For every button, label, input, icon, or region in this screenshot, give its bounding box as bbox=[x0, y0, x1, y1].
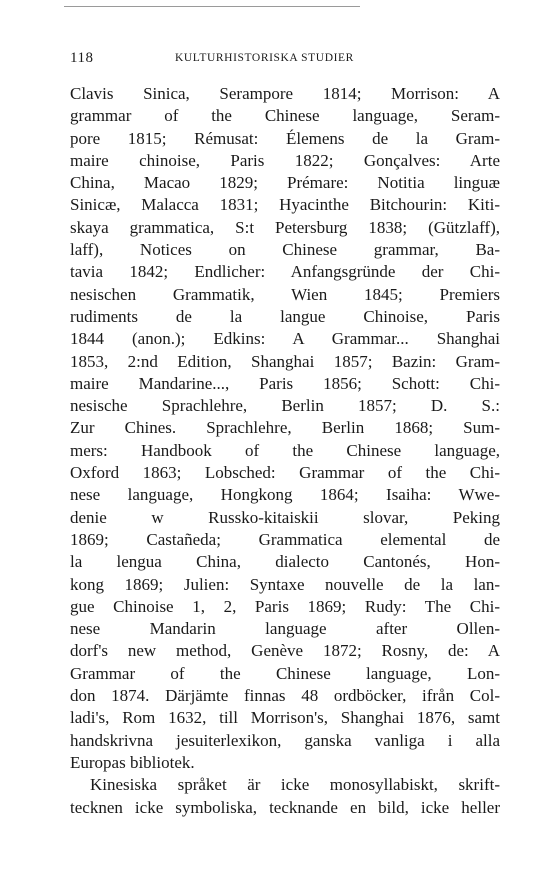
text-line: gue Chinoise 1, 2, Paris 1869; Rudy: The Chi- bbox=[70, 596, 500, 616]
text-line: Sinicæ, Malacca 1831; Hyacinthe Bitchourin: Kiti- bbox=[70, 195, 500, 215]
text-line: don 1874. Därjämte finnas 48 ordböcker, ifrån Col- bbox=[70, 686, 500, 706]
paragraph-start-line: Kinesiska språket är icke monosyllabiskt, skrift- bbox=[90, 775, 500, 795]
text-line: la lengua China, dialecto Cantonés, Hon- bbox=[70, 552, 500, 572]
page-number: 118 bbox=[70, 50, 94, 66]
text-line: Oxford 1863; Lobsched: Grammar of the Chi- bbox=[70, 463, 500, 483]
text-line: ladi's, Rom 1632, till Morrison's, Shanghai 1876, samt bbox=[70, 708, 500, 728]
text-line: nese language, Hongkong 1864; Isaiha: Wwe- bbox=[70, 485, 500, 505]
text-line: tecknen icke symboliska, tecknande en bild, icke heller bbox=[70, 797, 500, 817]
text-line: denie w Russko-kitaiskii slovar, Peking bbox=[70, 507, 500, 527]
text-line: Clavis Sinica, Serampore 1814; Morrison: A bbox=[70, 84, 500, 103]
top-rule bbox=[64, 6, 360, 7]
text-line: handskrivna jesuiterlexikon, ganska vanliga i alla bbox=[70, 730, 500, 750]
text-line: Zur Chines. Sprachlehre, Berlin 1868; Sum- bbox=[70, 418, 500, 438]
text-line: pore 1815; Rémusat: Élemens de la Gram- bbox=[70, 128, 500, 148]
text-line: laff), Notices on Chinese grammar, Ba- bbox=[70, 240, 500, 260]
text-line: Europas bibliotek. bbox=[70, 752, 195, 772]
text-line: China, Macao 1829; Prémare: Notitia linguæ bbox=[70, 173, 500, 193]
text-line: 1869; Castañeda; Grammatica elemental de bbox=[70, 529, 500, 549]
page-header bbox=[70, 50, 500, 70]
text-line: 1844 (anon.); Edkins: A Grammar... Shanghai bbox=[70, 329, 500, 349]
text-line: maire Mandarine..., Paris 1856; Schott: Chi- bbox=[70, 373, 500, 393]
text-line: kong 1869; Julien: Syntaxe nouvelle de la lan- bbox=[70, 574, 500, 594]
text-line: Grammar of the Chinese language, Lon- bbox=[70, 663, 500, 683]
text-line: dorf's new method, Genève 1872; Rosny, de: A bbox=[70, 641, 500, 661]
text-line: nesischen Grammatik, Wien 1845; Premiers bbox=[70, 284, 500, 304]
text-line: nesische Sprachlehre, Berlin 1857; D. S.: bbox=[70, 396, 500, 416]
text-line: tavia 1842; Endlicher: Anfangsgründe der Chi- bbox=[70, 262, 500, 282]
text-line: rudiments de la langue Chinoise, Paris bbox=[70, 306, 500, 326]
body-text bbox=[70, 83, 500, 819]
text-line: 1853, 2:nd Edition, Shanghai 1857; Bazin: Gram- bbox=[70, 351, 500, 371]
text-line: maire chinoise, Paris 1822; Gonçalves: Arte bbox=[70, 150, 500, 170]
text-line: skaya grammatica, S:t Petersburg 1838; (Gützlaff), bbox=[70, 217, 500, 237]
text-line: nese Mandarin language after Ollen- bbox=[70, 619, 500, 639]
text-line: mers: Handbook of the Chinese language, bbox=[70, 440, 500, 460]
running-title: KULTURHISTORISKA STUDIER bbox=[175, 52, 354, 64]
text-line: grammar of the Chinese language, Seram- bbox=[70, 106, 500, 126]
